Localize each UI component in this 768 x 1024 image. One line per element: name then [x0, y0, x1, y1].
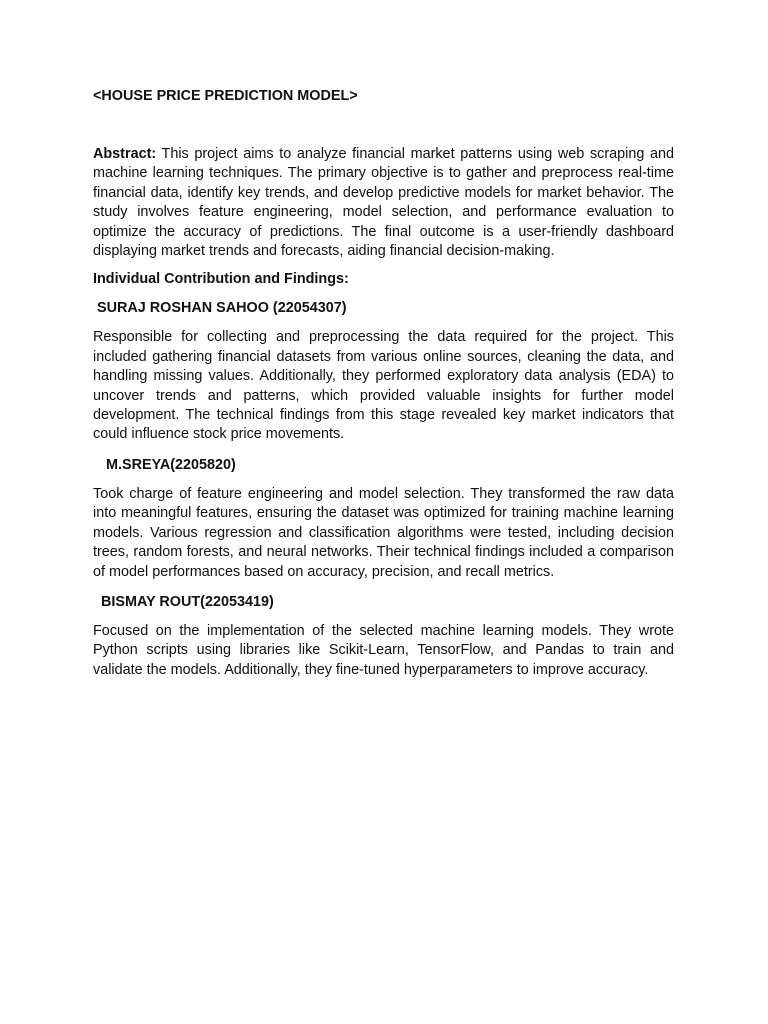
contributions-heading: Individual Contribution and Findings: [93, 271, 349, 288]
abstract-label: Abstract: [93, 146, 157, 162]
abstract-paragraph [93, 145, 674, 261]
member-text-1: Responsible for collecting and preprocessing the data required for the project. This included gathering financial datasets from various online sources, cleaning the data, and handling missing values. Additionally, they performed exploratory data analysis (EDA) to uncover trends and patterns, which provided valuable insights for further model development. The technical findings from this stage revealed key market indicators that could influence stock price movements. [93, 329, 674, 443]
abstract-text: This project aims to analyze financial market patterns using web scraping and machine learning techniques. The primary objective is to gather and preprocess real-time financial data, identify key trends, and develop predictive models for market behavior. The study involves feature engineering, model selection, and performance evaluation to optimize the accuracy of predictions. The final outcome is a user-friendly dashboard displaying market trends and forecasts, aiding financial decision-making. [93, 146, 674, 260]
member-name-1: SURAJ ROSHAN SAHOO (22054307) [97, 300, 347, 317]
member-text-3: Focused on the implementation of the selected machine learning models. They wrote Python scripts using libraries like Scikit-Learn, TensorFlow, and Pandas to train and validate the models. Additionally, they fine-tuned hyperparameters to improve accuracy. [93, 622, 674, 678]
member-text-2: Took charge of feature engineering and model selection. They transformed the raw data into meaningful features, ensuring the dataset was optimized for training machine learning models. Various regression and classification algorithms were tested, including decision trees, random forests, and neural networks. Their technical findings included a comparison of model performances based on accuracy, precision, and recall metrics. [93, 485, 674, 580]
member-name-2: M.SREYA(2205820) [106, 456, 236, 473]
document-title: <HOUSE PRICE PREDICTION MODEL> [93, 88, 358, 104]
member-name-3: BISMAY ROUT(22053419) [101, 593, 274, 610]
